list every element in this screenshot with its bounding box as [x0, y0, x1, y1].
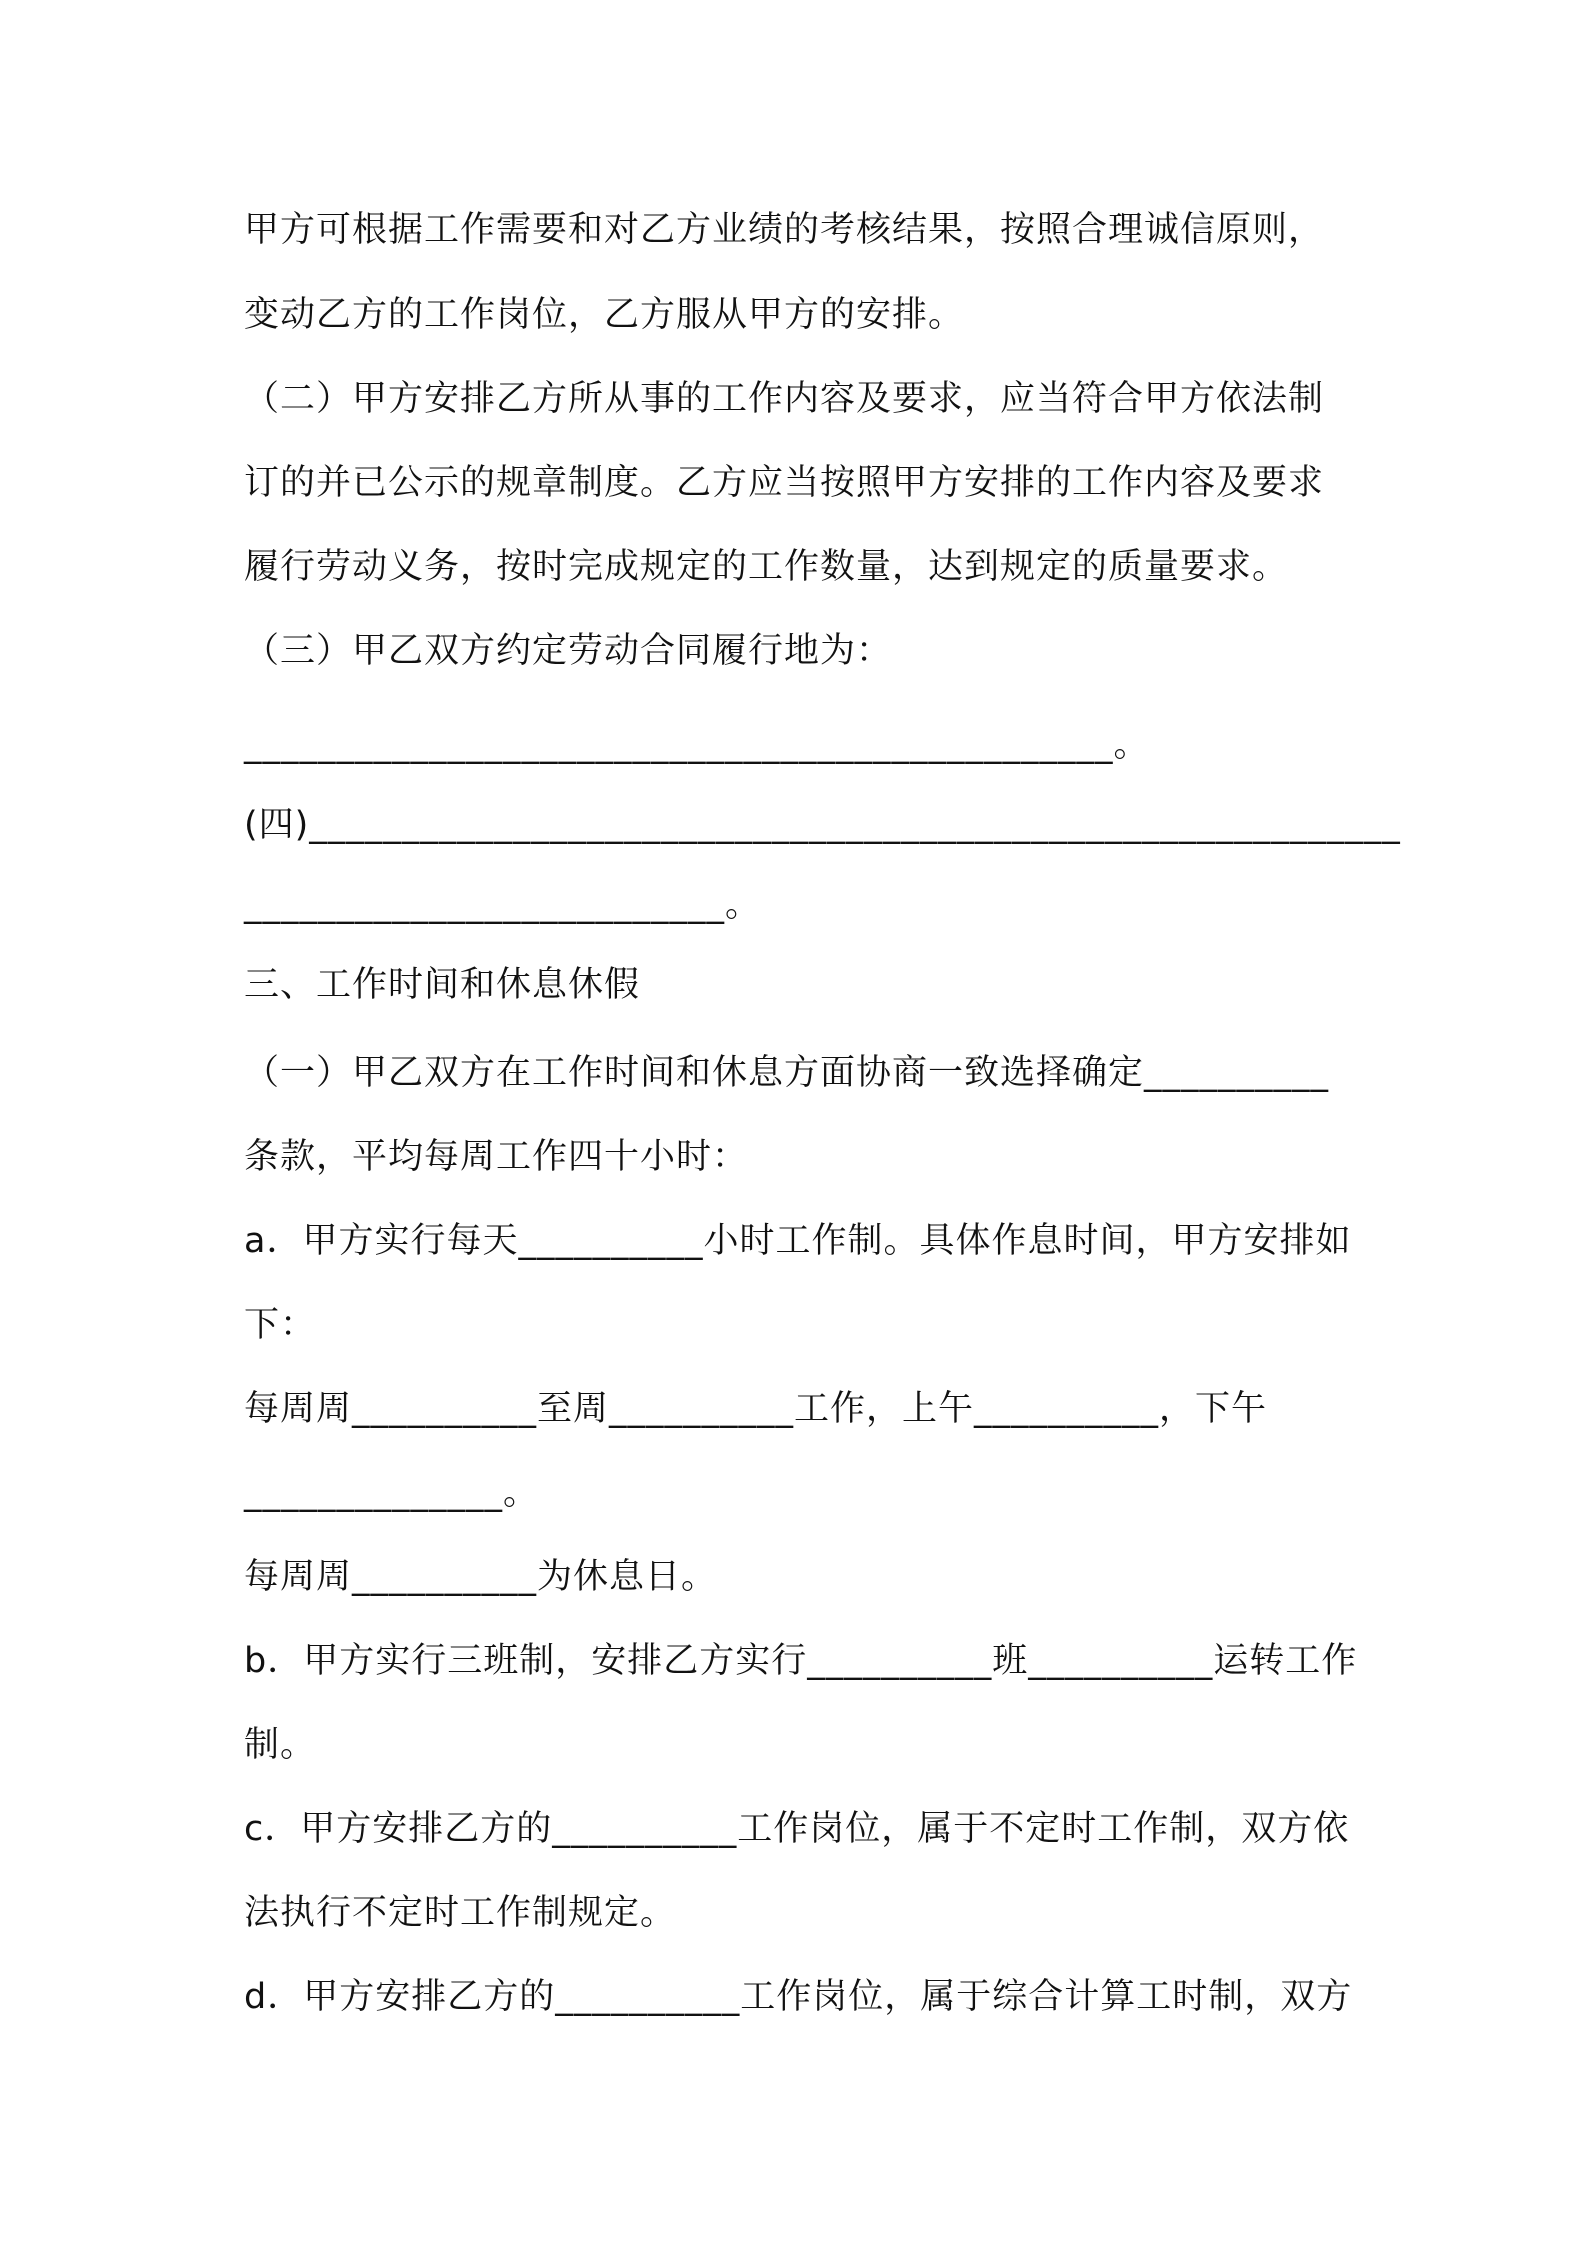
text-line-2: 变动乙方的工作岗位，乙方服从甲方的安排。: [244, 295, 965, 335]
text-line-8: (四)___________________________________________________________: [244, 805, 1401, 845]
text-line-20: c．甲方安排乙方的__________工作岗位，属于不定时工作制，双方依: [244, 1809, 1350, 1849]
text-line-9: __________________________。: [244, 885, 762, 925]
text-line-18: b．甲方实行三班制，安排乙方实行__________班__________运转工作: [244, 1641, 1358, 1681]
text-line-19: 制。: [244, 1725, 317, 1765]
text-line-1: 甲方可根据工作需要和对乙方业绩的考核结果，按照合理诚信原则，: [244, 210, 1325, 250]
text-line-17: 每周周__________为休息日。: [244, 1557, 718, 1597]
section-heading: 三、工作时间和休息休假: [244, 965, 641, 1005]
text-line-22: d．甲方安排乙方的__________工作岗位，属于综合计算工时制，双方: [244, 1977, 1353, 2017]
text-line-12: 条款，平均每周工作四十小时：: [244, 1137, 749, 1177]
text-line-15: 每周周__________至周__________工作，上午__________，下午: [244, 1389, 1268, 1429]
text-line-7: _______________________________________________。: [244, 725, 1150, 765]
text-line-14: 下：: [244, 1305, 317, 1345]
text-line-3: （二）甲方安排乙方所从事的工作内容及要求，应当符合甲方依法制: [244, 379, 1325, 419]
text-line-6: （三）甲乙双方约定劳动合同履行地为：: [244, 631, 893, 671]
text-line-16: ______________。: [244, 1473, 540, 1513]
text-line-5: 履行劳动义务，按时完成规定的工作数量，达到规定的质量要求。: [244, 547, 1289, 587]
text-line-21: 法执行不定时工作制规定。: [244, 1893, 677, 1933]
text-line-11: （一）甲乙双方在工作时间和休息方面协商一致选择确定__________: [244, 1053, 1330, 1093]
text-line-13: a．甲方实行每天__________小时工作制。具体作息时间，甲方安排如: [244, 1221, 1352, 1261]
text-line-4: 订的并已公示的规章制度。乙方应当按照甲方安排的工作内容及要求: [244, 463, 1325, 503]
